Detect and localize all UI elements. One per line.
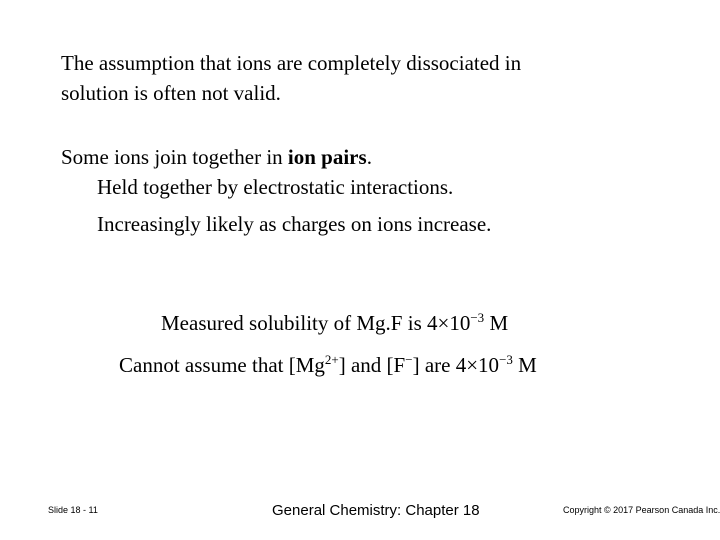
cannot-assume-a: Cannot assume that [Mg xyxy=(119,353,325,377)
ion-pairs-term: ion pairs xyxy=(287,145,367,169)
ion-pairs-subpoint-2: Increasingly likely as charges on ions increase. xyxy=(97,212,492,236)
slide-number: Slide 18 - 11 xyxy=(48,505,98,515)
ion-pairs-post: . xyxy=(366,145,372,169)
solubility-exponent: −3 xyxy=(470,310,485,325)
dissociation-paragraph xyxy=(61,48,521,108)
ion-pairs-pre: Some ions join together in xyxy=(61,145,288,169)
ion-pairs-subpoint-1: Held together by electrostatic interactions. xyxy=(97,175,454,199)
mg-charge: 2+ xyxy=(324,352,339,367)
measured-solubility-line xyxy=(161,308,508,338)
ion-pairs-paragraph xyxy=(61,142,372,172)
cannot-assume-b: ] and [F xyxy=(338,353,406,377)
dissociation-line-2: solution is often not valid. xyxy=(61,81,281,105)
f-charge: − xyxy=(405,352,413,367)
dissociation-line-1: The assumption that ions are completely dissociated in xyxy=(61,51,522,75)
cannot-assume-c: ] are 4×10 xyxy=(412,353,500,377)
solubility-unit: M xyxy=(484,311,509,335)
concentration-exponent: −3 xyxy=(499,352,513,367)
footer-title: General Chemistry: Chapter 18 xyxy=(272,502,480,519)
copyright-notice: Copyright © 2017 Pearson Canada Inc. xyxy=(563,505,720,515)
solubility-text: Measured solubility of Mg.F is 4×10 xyxy=(161,311,471,335)
cannot-assume-line xyxy=(119,350,537,380)
cannot-assume-d: M xyxy=(512,353,537,377)
